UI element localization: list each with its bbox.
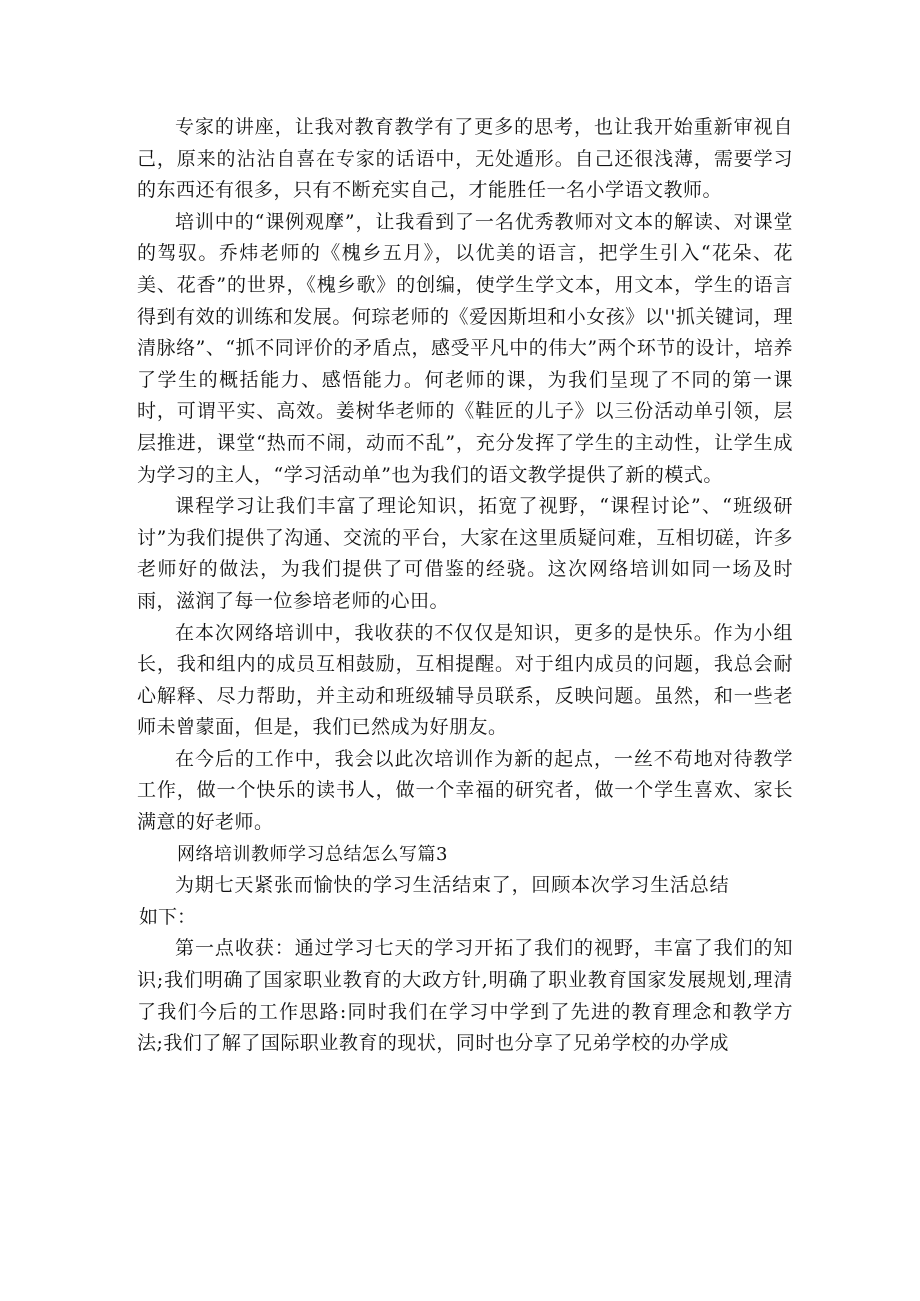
intro-continuation: 如下：	[139, 905, 197, 928]
document-body	[137, 112, 793, 1060]
paragraph-expert-lecture: 专家的讲座，让我对教育教学有了更多的思考，也让我开始重新审视自己，原来的沾沾自喜在专家的话语中，无处遁形。自己还很浅薄，需要学习的东西还有很多，只有不断充实自己，才能胜任一名小学语文教师。	[137, 116, 793, 202]
paragraph-first-gain: 第一点收获：通过学习七天的学习开拓了我们的视野，丰富了我们的知识;我们明确了国家职业教育的大政方针,明确了职业教育国家发展规划,理清了我们今后的工作思路:同时我们在学习中学到了先进的教育理念和教学方法;我们了解了国际职业教育的现状，同时也分享了兄弟学校的办学成	[137, 937, 793, 1055]
paragraph-future-work: 在今后的工作中，我会以此次培训作为新的起点，一丝不苟地对待教学工作，做一个快乐的读书人，做一个幸福的研究者，做一个学生喜欢、家长满意的好老师。	[137, 747, 793, 834]
intro-line: 为期七天紧张而愉快的学习生活结束了，回顾本次学习生活总结	[175, 874, 730, 897]
section-heading: 网络培训教师学习总结怎么写篇3	[177, 843, 448, 865]
paragraph-lesson-observation: 培训中的“课例观摩”，让我看到了一名优秀教师对文本的解读、对课堂的驾驭。乔炜老师的《槐乡五月》，以优美的语言，把学生引入“花朵、花美、花香”的世界，《槐乡歌》的创编，使学生学文本，用文本，学生的语言得到有效的训练和发展。何琮老师的《爱因斯坦和小女孩》以''抓关键词，理清脉络”、“抓不同评价的矛盾点，感受平凡中的伟大”两个环节的设计，培养了学生的概括能力、感悟能力。何老师的课，为我们呈现了不同的第一课时，可谓平实、高效。姜树华老师的《鞋匠的儿子》以三份活动单引领，层层推进，课堂“热而不闹，动而不乱”，充分发挥了学生的主动性，让学生成为学习的主人，“学习活动单”也为我们的语文教学提供了新的模式。	[137, 210, 793, 486]
paragraph-course-study: 课程学习让我们丰富了理论知识，拓宽了视野，“课程讨论”、“班级研讨”为我们提供了沟通、交流的平台，大家在这里质疑问难，互相切磋，许多老师好的做法，为我们提供了可借鉴的经骁。这次网络培训如同一场及时雨，滋润了每一位参培老师的心田。	[137, 495, 793, 612]
paragraph-group-leader: 在本次网络培训中，我收获的不仅仅是知识，更多的是快乐。作为小组长，我和组内的成员互相鼓励，互相提醒。对于组内成员的问题，我总会耐心解释、尽力帮助，并主动和班级辅导员联系，反映问题。虽然，和一些老师未曾蒙面，但是，我们已然成为好朋友。	[137, 621, 793, 739]
